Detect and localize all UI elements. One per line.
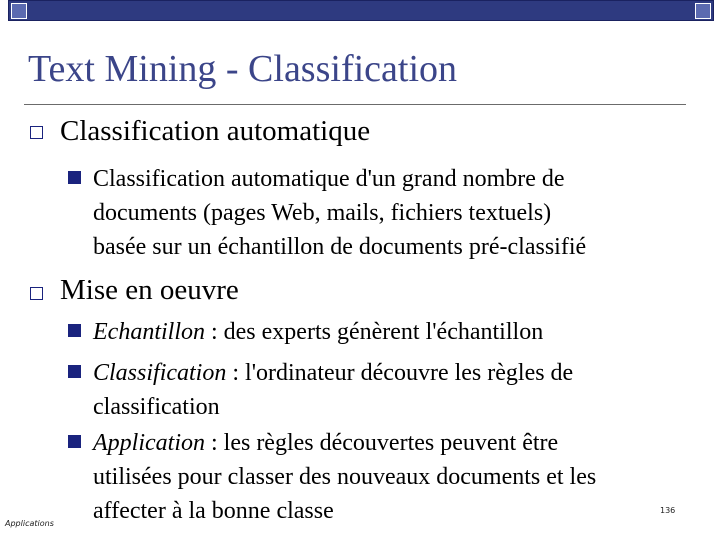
filled-square-bullet-icon	[68, 435, 81, 448]
item-term: Application	[93, 430, 205, 456]
top-left-square-icon	[11, 3, 27, 19]
item-line: affecter à la bonne classe	[93, 498, 334, 524]
item-text: : les règles découvertes peuvent être	[204, 430, 559, 456]
item-line: basée sur un échantillon de documents pré-classifié	[93, 234, 587, 260]
section-2-item-2	[93, 356, 693, 424]
section-heading-2: Mise en oeuvre	[60, 274, 239, 306]
item-text: : des experts génèrent l'échantillon	[204, 319, 544, 345]
section-2-item-1	[93, 315, 693, 349]
section-heading-1: Classification automatique	[60, 115, 371, 147]
item-line: Classification automatique d'un grand nombre de	[93, 166, 565, 192]
footer-label: Applications	[5, 519, 54, 528]
title-divider	[24, 104, 686, 105]
section-1-item-1	[93, 162, 693, 264]
item-term: Echantillon	[93, 319, 205, 345]
section-2-item-3	[93, 426, 693, 528]
filled-square-bullet-icon	[68, 171, 81, 184]
item-line: documents (pages Web, mails, fichiers textuels)	[93, 200, 552, 226]
filled-square-bullet-icon	[68, 365, 81, 378]
item-text: : l'ordinateur découvre les règles de	[226, 360, 574, 386]
hollow-square-bullet-icon	[30, 126, 43, 139]
top-right-square-icon	[695, 3, 711, 19]
top-decor-bar	[8, 0, 714, 21]
slide-title: Text Mining - Classification	[28, 48, 458, 90]
item-line: utilisées pour classer des nouveaux documents et les	[93, 464, 597, 490]
item-line: classification	[93, 394, 220, 420]
page-number: 136	[660, 506, 676, 515]
hollow-square-bullet-icon	[30, 287, 43, 300]
filled-square-bullet-icon	[68, 324, 81, 337]
item-term: Classification	[93, 360, 227, 386]
